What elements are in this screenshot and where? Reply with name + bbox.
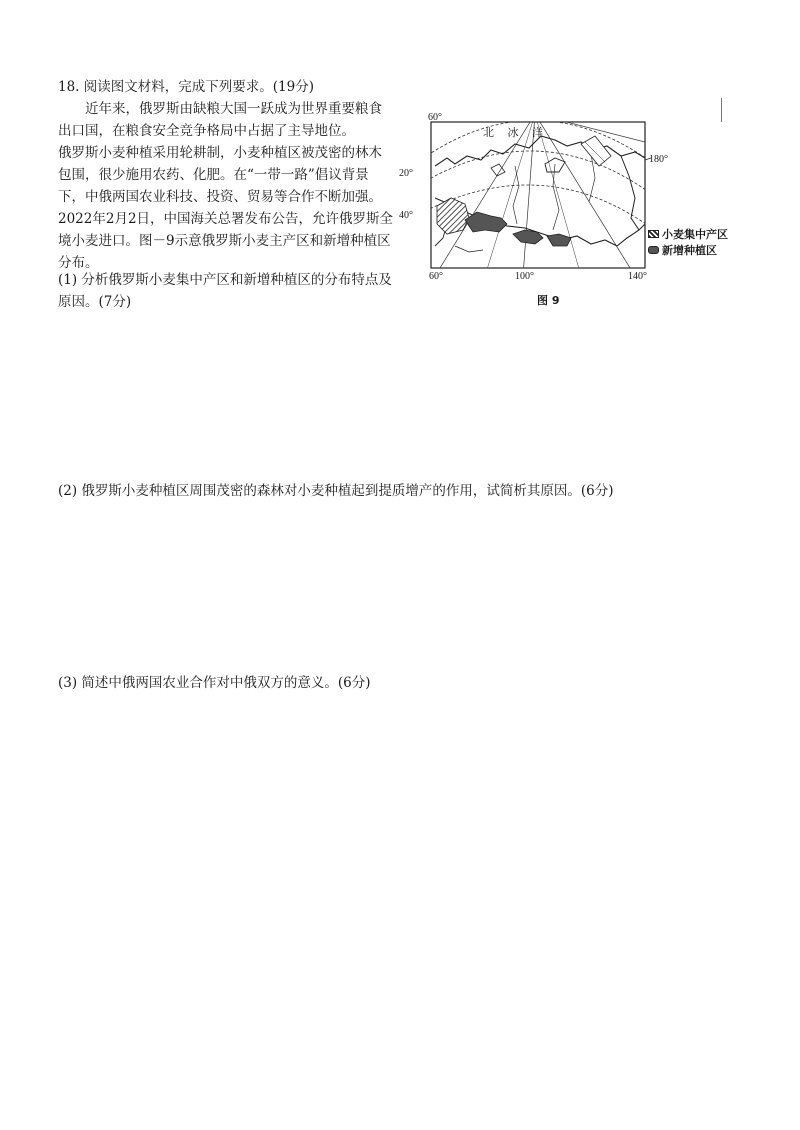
lon-label-140: 140° <box>628 271 647 282</box>
hatched-swatch-icon <box>648 230 659 238</box>
lat-label-40: 40° <box>399 210 413 221</box>
lon-label-180: 180° <box>649 154 668 165</box>
sub-question-3: (3) 简述中俄两国农业合作对中俄双方的意义。(6分) <box>58 675 371 691</box>
question-header: 18. 阅读图文材料，完成下列要求。(19分) <box>58 79 314 95</box>
arctic-ocean-label: 北 冰 洋 <box>483 126 548 139</box>
sub-question-1: (1) 分析俄罗斯小麦集中产区和新增种植区的分布特点及原因。(7分) <box>58 272 392 310</box>
legend-label-main-area: 小麦集中产区 <box>662 228 728 241</box>
legend-item-new-area <box>648 242 728 258</box>
russia-wheat-map-figure <box>395 106 740 306</box>
sub-question-2: (2) 俄罗斯小麦种植区周围茂密的森林对小麦种植起到提质增产的作用，试简析其原因。(6分) <box>58 483 614 499</box>
figure-caption: 图 9 <box>537 294 560 307</box>
lat-label-20: 20° <box>399 168 413 179</box>
map-legend <box>648 226 728 258</box>
map-graphic <box>395 106 740 306</box>
legend-item-main-area <box>648 226 728 242</box>
passage-paragraph-3: 2022年2月2日，中国海关总署发布公告，允许俄罗斯全境小麦进口。图－9示意俄罗斯小麦主产区和新增种植区分布。 <box>58 211 394 271</box>
lat-label-60: 60° <box>428 112 442 123</box>
legend-label-new-area: 新增种植区 <box>662 244 717 257</box>
passage-paragraph-1: 近年来，俄罗斯由缺粮大国一跃成为世界重要粮食出口国，在粮食安全竞争格局中占据了主导地位。 <box>58 101 382 139</box>
passage-paragraph-2: 俄罗斯小麦种植采用轮耕制，小麦种植区被茂密的林木包围，很少施用农药、化肥。在“一带一路”倡议背景下，中俄两国农业科技、投资、贸易等合作不断加强。 <box>58 145 382 205</box>
dark-swatch-icon <box>648 246 659 254</box>
material-passage <box>58 98 394 274</box>
map-frame <box>431 122 645 268</box>
lon-label-100: 100° <box>515 271 534 282</box>
lon-label-60: 60° <box>429 271 443 282</box>
